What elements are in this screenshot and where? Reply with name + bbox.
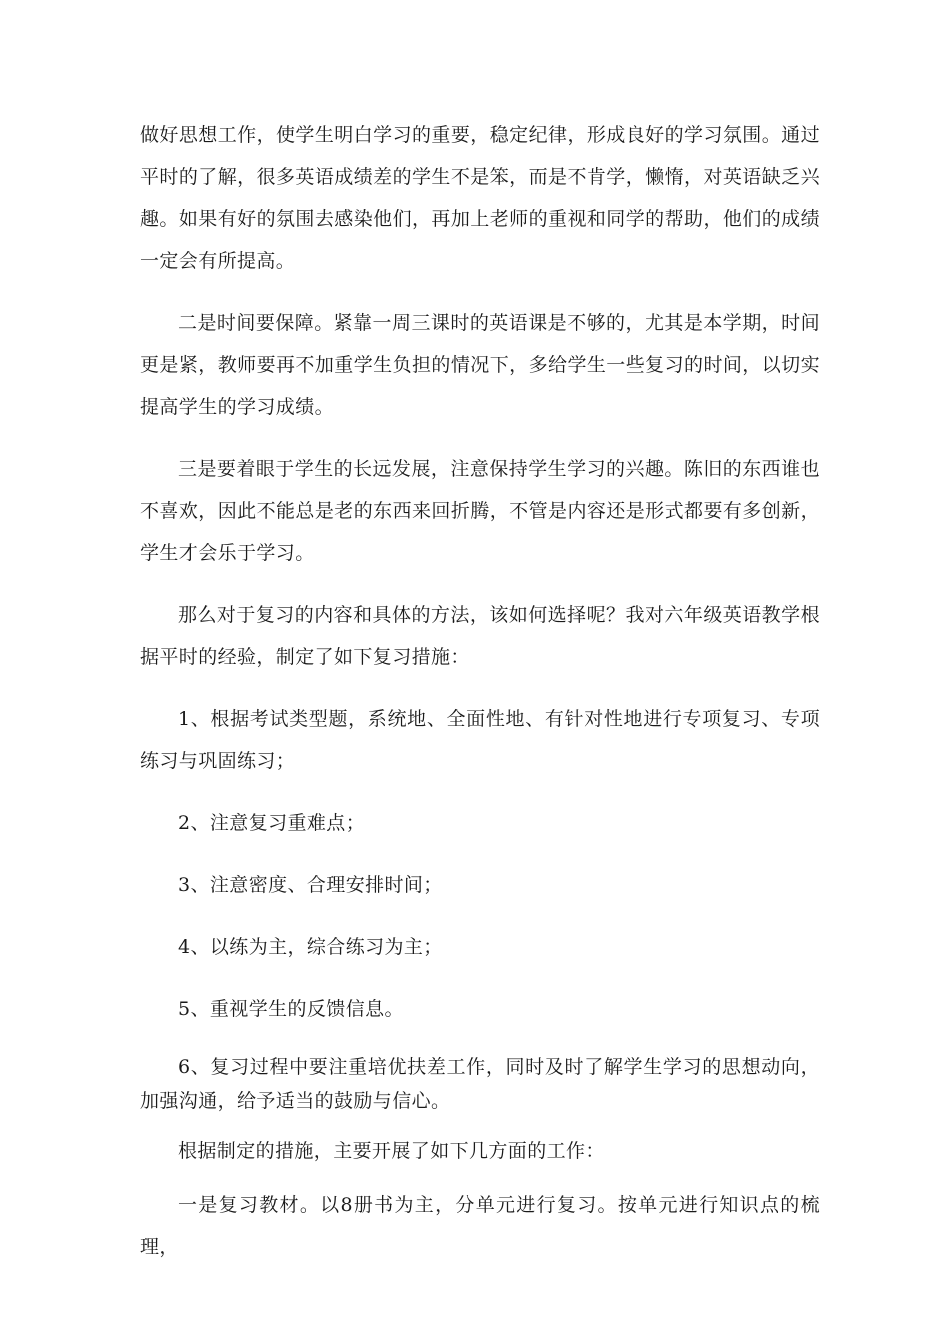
- list-item-measure-3: 3、注意密度、合理安排时间；: [178, 874, 443, 896]
- paragraph-time-guarantee: 二是时间要保障。紧靠一周三课时的英语课是不够的，尤其是本学期，时间更是紧，教师要再不加重学生负担的情况下，多给学生一些复习的时间，以切实提高学生的学习成绩。: [140, 312, 820, 418]
- document-body: [140, 114, 820, 1268]
- paragraph-work-intro: 根据制定的措施，主要开展了如下几方面的工作：: [178, 1140, 605, 1162]
- list-item-measure-4: 4、以练为主，综合练习为主；: [178, 936, 443, 958]
- list-item-measure-1: 1、根据考试类型题，系统地、全面性地、有针对性地进行专项复习、专项练习与巩固练习；: [140, 708, 820, 772]
- paragraph-long-term-development: 三是要着眼于学生的长远发展，注意保持学生学习的兴趣。陈旧的东西谁也不喜欢，因此不能总是老的东西来回折腾，不管是内容还是形式都要有多创新，学生才会乐于学习。: [140, 458, 820, 564]
- list-item-measure-6: 6、复习过程中要注重培优扶差工作，同时及时了解学生学习的思想动向，加强沟通，给予适当的鼓励与信心。: [140, 1056, 820, 1112]
- paragraph-review-textbook: 一是复习教材。以8册书为主，分单元进行复习。按单元进行知识点的梳理，: [140, 1194, 820, 1258]
- list-item-measure-5: 5、重视学生的反馈信息。: [178, 998, 404, 1020]
- paragraph-thought-work: 做好思想工作，使学生明白学习的重要，稳定纪律，形成良好的学习氛围。通过平时的了解，很多英语成绩差的学生不是笨，而是不肯学，懒惰，对英语缺乏兴趣。如果有好的氛围去感染他们，再加上老师的重视和同学的帮助，他们的成绩一定会有所提高。: [140, 124, 820, 272]
- list-item-measure-2: 2、注意复习重难点；: [178, 812, 366, 834]
- paragraph-review-methods-intro: 那么对于复习的内容和具体的方法，该如何选择呢？我对六年级英语教学根据平时的经验，制定了如下复习措施：: [140, 604, 820, 668]
